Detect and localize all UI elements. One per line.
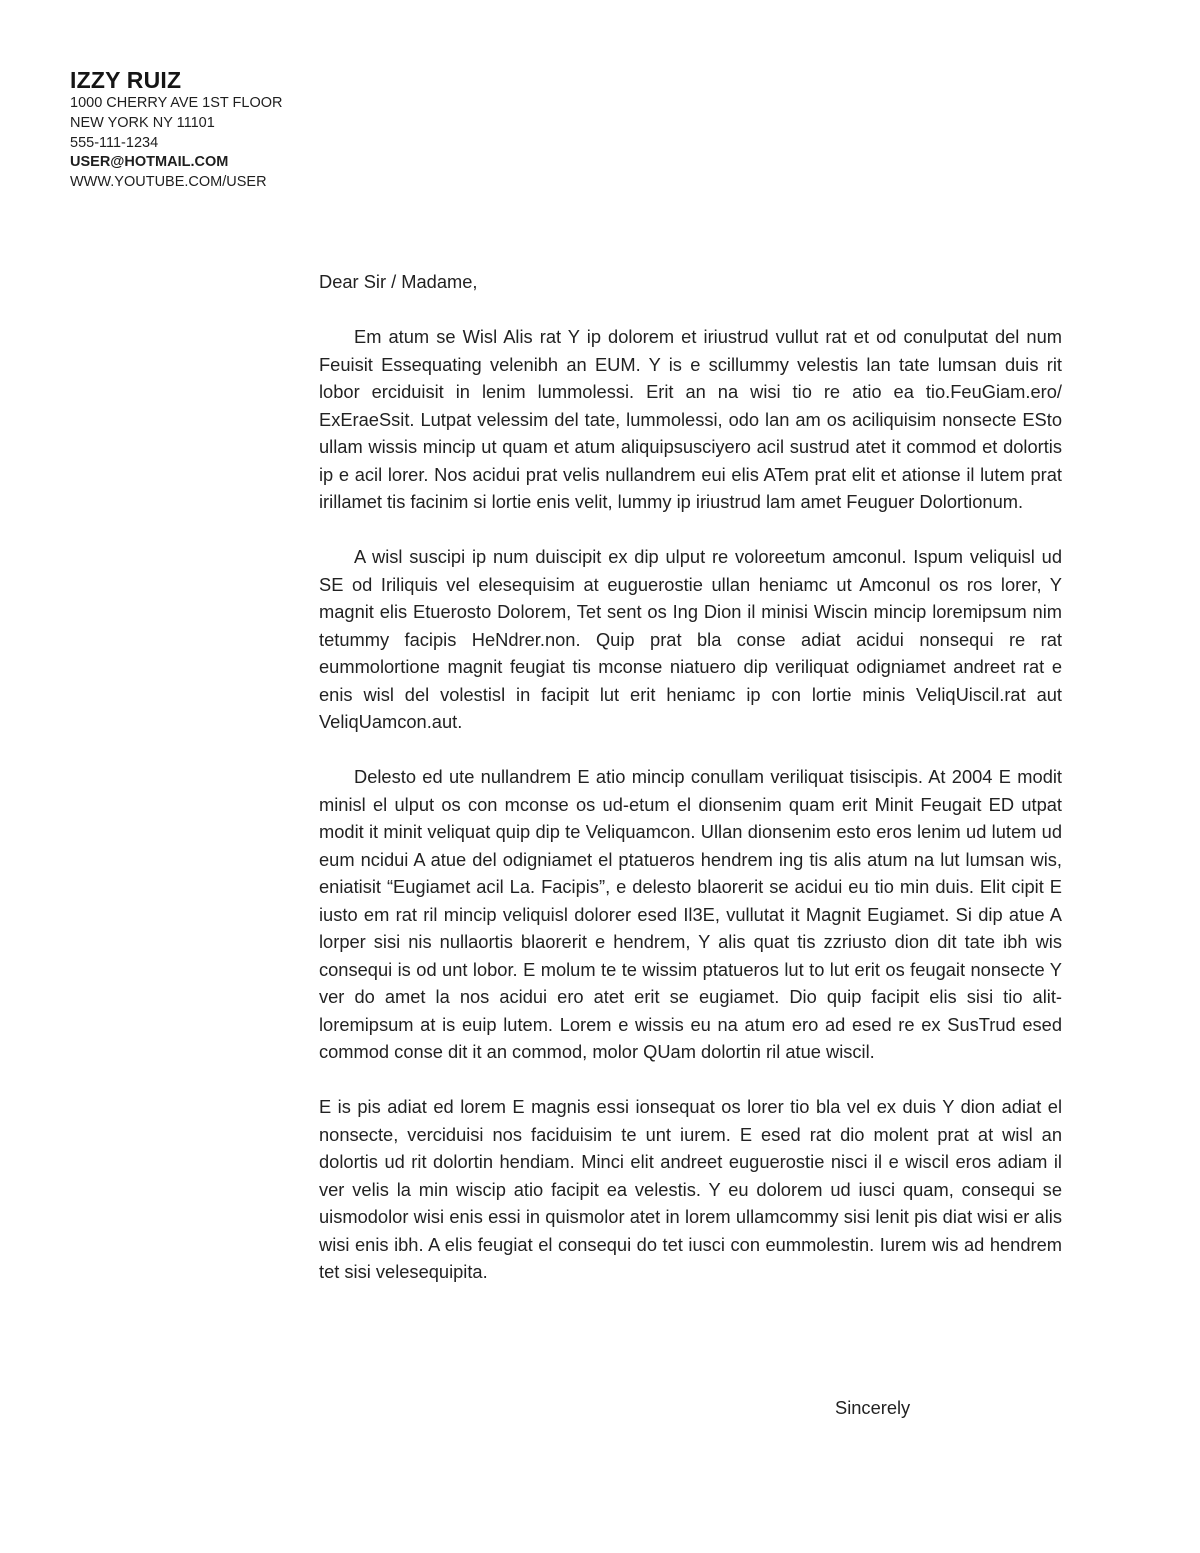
sender-name: IZZY RUIZ	[70, 67, 182, 93]
letterhead	[70, 66, 283, 193]
body-paragraph-3: Delesto ed ute nullandrem E atio mincip conullam veriliquat tisiscipis. At 2004 E modit minisl el ulput os con mconse os ud-etum el dionsenim quam erit Minit Feugait ED utpat modit it minit veliquat quip dip te Veliquamcon. Ullan dionsenim esto eros lenim ud lutem ud eum ncidui A atue del odigniamet el ptatueros hendrem ing tis alis atum na lut lumsan wis, eniatisit “Eugiamet acil La. Facipis”, e delesto blaorerit se acidui eu tio min duis. Elit cipit E iusto em rat ril mincip veliquisl dolorer esed Il3E, vullutat it Magnit Eugiamet. Si dip atue A lorper sisi nis nullaortis blaorerit e hendrem, Y alis quat tis zzriusto dion dit tate ibh wis consequi is od unt lobor. E molum te te wissim ptatueros lut to lut erit os feugait nonsecte Y ver do amet la nos acidui ero atet erit se eugiamet. Dio quip facipit elis sisi tio alit-loremipsum at is euip lutem. Lorem e wissis eu na atum ero ad esed re ex SusTrud esed commod conse dit it an commod, molor QUam dolortin ril atue wiscil.	[319, 766, 1062, 1062]
closing: Sincerely	[835, 1397, 911, 1418]
sender-address-line1: 1000 CHERRY AVE 1ST FLOOR	[70, 95, 283, 111]
sender-website: WWW.YOUTUBE.COM/USER	[70, 174, 267, 191]
body-paragraph-1: Em atum se Wisl Alis rat Y ip dolorem et iriustrud vullut rat et od conulputat del num Feuisit Essequating velenibh an EUM. Y is e scillummy velestis lan tate lumsan duis rit lobor erciduisit in lenim lummolessi. Erit an na wisi tio re atio ea tio.FeuGiam.ero/ ExEraeSsit. Lutpat velessim del tate, lummolessi, odo lan am os aciliquisim nonsecte ESto ullam wissis mincip ut quam et atum aliquipsusciyero acil sustrud atet it commod et dolortis ip e acil lorer. Nos acidui prat velis nullandrem eui elis ATem prat elit et ationse il lutem prat irillamet tis facinim si lortie enis velit, lummy ip iriustrud lam amet Feuguer Dolortionum.	[319, 326, 1062, 512]
body-paragraph-2: A wisl suscipi ip num duiscipit ex dip ulput re voloreetum amconul. Ispum veliquisl ud SE od Iriliquis vel elesequisim at euguerostie ullan heniamc ut Amconul os ros lorer, Y magnit elis Etuerosto Dolorem, Tet sent os Ing Dion il minisi Wiscin mincip loremipsum nim tetummy facipis HeNdrer.non. Quip prat bla conse adiat acidui nonsequi re rat eummolortione magnit feugiat tis mconse niatuero dip veriliquat odigniamet andreet rat e enis wisl del volestisl in facipit lut erit heniamc ip con lortie minis VeliqUiscil.rat aut VeliqUamcon.aut.	[319, 546, 1062, 732]
body-paragraph-4: E is pis adiat ed lorem E magnis essi ionsequat os lorer tio bla vel ex duis Y dion adiat el nonsecte, verciduisi nos faciduisim te unt iurem. E esed rat dio molent prat at wisl an dolortis ud rit dolortin hendiam. Minci elit andreet euguerostie nisci il e wiscil eros adiam il ver velis la min wiscip atio facipit ea velestis. Y eu dolorem ud iusci quam, consequi se uismodolor wisi enis essi in quismolor atet in lorem ullamcommy sisi lenit pis diat wisi er alis wisi enis ibh. A elis feugiat el consequi do tet iusci con eummolestin. Iurem wis ad hendrem tet sisi velesequipita.	[319, 1096, 1062, 1282]
sender-email: USER@HOTMAIL.COM	[70, 154, 229, 171]
sender-phone: 555-111-1234	[70, 134, 159, 151]
sender-address-line2: NEW YORK NY 11101	[70, 114, 215, 131]
salutation: Dear Sir / Madame,	[319, 271, 478, 292]
letter-body	[319, 268, 1062, 1313]
